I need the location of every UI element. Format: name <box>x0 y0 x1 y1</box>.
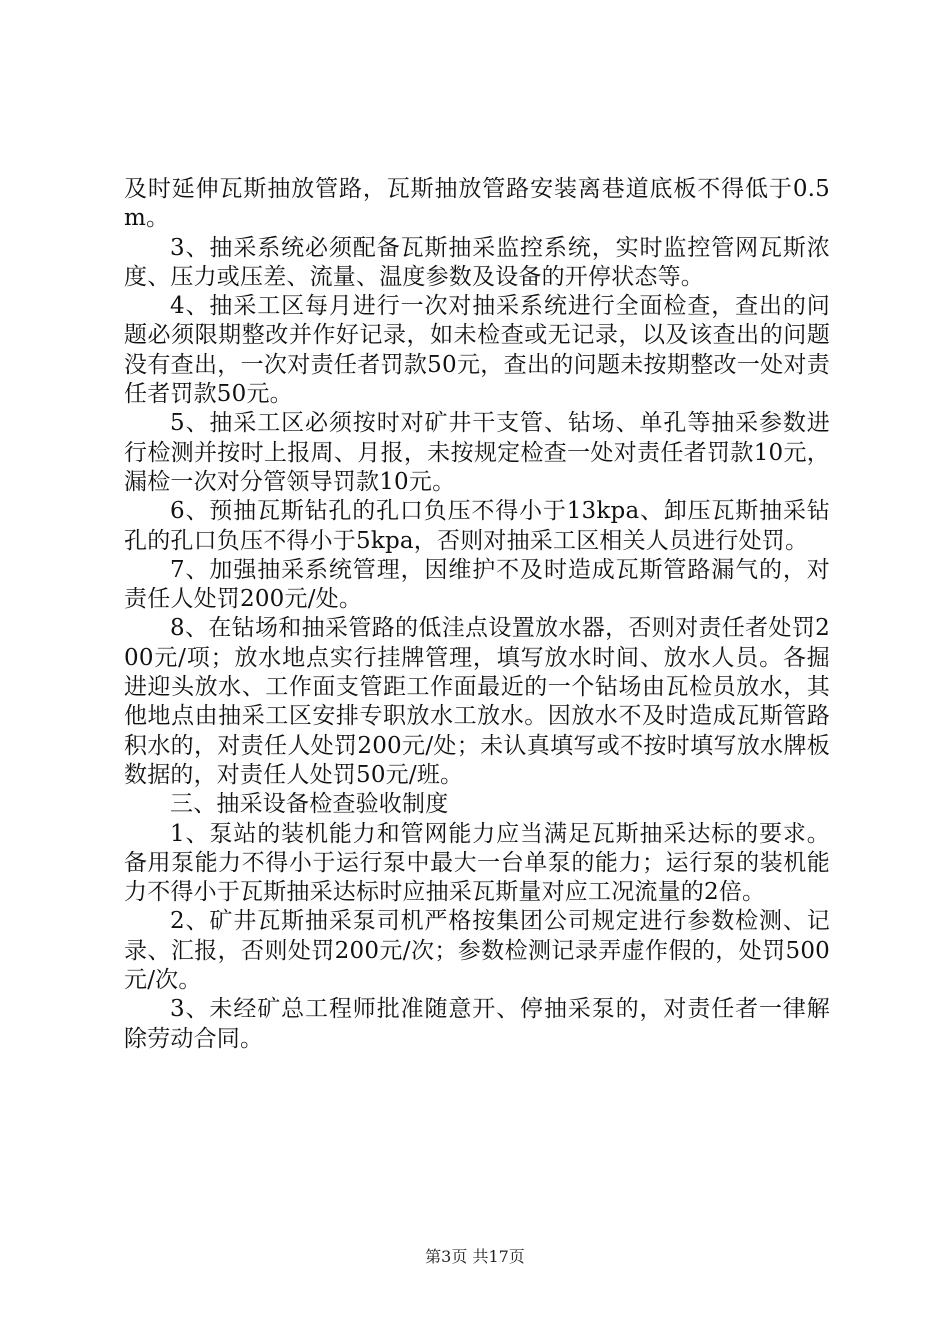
page-number-footer: 第3页 共17页 <box>425 1247 525 1266</box>
paragraph-section3-item-1: 1、泵站的装机能力和管网能力应当满足瓦斯抽采达标的要求。备用泵能力不得小于运行泵中最大一台单泵的能力；运行泵的装机能力不得小于瓦斯抽采达标时应抽采瓦斯量对应工况流量的2倍。 <box>124 820 830 906</box>
paragraph-section3-item-3: 3、未经矿总工程师批准随意开、停抽采泵的，对责任者一律解除劳动合同。 <box>124 996 830 1052</box>
paragraph-item-7: 7、加强抽采系统管理，因维护不及时造成瓦斯管路漏气的，对责任人处罚200元/处。 <box>124 556 830 613</box>
paragraph-item-4: 4、抽采工区每月进行一次对抽采系统进行全面检查，查出的问题必须限期整改并作好记录，如未检查或无记录，以及该查出的问题没有查出，一次对责任者罚款50元，查出的问题未按期整改一处对责任者罚款50元。 <box>124 293 830 408</box>
paragraph-item-5: 5、抽采工区必须按时对矿井干支管、钻场、单孔等抽采参数进行检测并按时上报周、月报，未按规定检查一处对责任者罚款10元，漏检一次对分管领导罚款10元。 <box>124 410 830 495</box>
paragraph-item-8: 8、在钻场和抽采管路的低洼点设置放水器，否则对责任者处罚200元/项；放水地点实行挂牌管理，填写放水时间、放水人员。各掘进迎头放水、工作面支管距工作面最近的一个钻场由瓦检员放水，其他地点由抽采工区安排专职放水工放水。因放水不及时造成瓦斯管路积水的，对责任人处罚200元/处；未认真填写或不按时填写放水牌板数据的，对责任人处罚50元/班。 <box>124 615 830 788</box>
section-heading: 三、抽采设备检查验收制度 <box>170 791 449 818</box>
paragraph-section3-item-2: 2、矿井瓦斯抽采泵司机严格按集团公司规定进行参数检测、记录、汇报，否则处罚200元/次；参数检测记录弄虚作假的，处罚500元/次。 <box>124 908 830 994</box>
paragraph-continuation: 及时延伸瓦斯抽放管路，瓦斯抽放管路安装离巷道底板不得低于0.5m。 <box>124 176 830 232</box>
paragraph-item-3: 3、抽采系统必须配备瓦斯抽采监控系统，实时监控管网瓦斯浓度、压力或压差、流量、温度参数及设备的开停状态等。 <box>124 234 830 290</box>
document-body <box>124 175 830 1054</box>
paragraph-item-6: 6、预抽瓦斯钻孔的孔口负压不得小于13kpa、卸压瓦斯抽采钻孔的孔口负压不得小于5kpa，否则对抽采工区相关人员进行处罚。 <box>124 498 830 554</box>
